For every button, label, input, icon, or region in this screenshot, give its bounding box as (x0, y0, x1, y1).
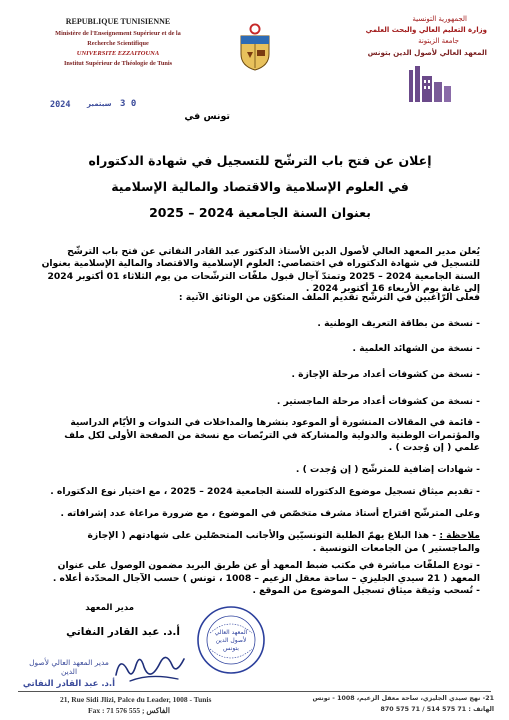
fr-institute: Institut Supérieur de Théologie de Tunis (63, 60, 173, 67)
submission-item: - تُسحب وثيقة ميثاق تسجيل الموضوع من الموقع . (252, 585, 480, 596)
coat-of-arms (237, 22, 273, 72)
stamp-month: سبتمبر (87, 100, 112, 108)
supervisor-note: وعلى المترشّح اقتراح أستاذ مشرف متخصّص في الموضوع ، مع ضرورة مراعاة عدد إشرافاته . (60, 508, 480, 519)
doc-item: - تقديم ميثاق تسجيل موضوع الدكتوراه للسنة الجامعية 2024 – 2025 ، مع اختيار نوع الدكتوراه . (50, 486, 480, 497)
ar-university: جامعة الزيتونة (418, 37, 459, 45)
title-line-1: إعلان عن فتح باب الترشّح للتسجيل في شهادة الدكتوراه (88, 153, 432, 168)
doc-item: - نسخة من كشوفات أعداد مرحلة الإجازة . (291, 369, 480, 380)
handwritten-signature (110, 645, 188, 690)
title-line-3: بعنوان السنة الجامعية 2024 – 2025 (149, 205, 371, 220)
announcement-title (60, 148, 460, 226)
official-seal (196, 605, 266, 675)
fr-ministry-1: Ministère de l'Enseignement Supérieur et de la (55, 30, 181, 37)
ar-institute: المعهد العالي لأصول الدين بتونس (367, 48, 487, 57)
fr-ministry-2: Recherche Scientifique (87, 40, 149, 47)
date-city: تونس في (184, 111, 230, 122)
note (40, 530, 480, 555)
director-stamp (14, 658, 124, 688)
fr-university: UNIVERSITE EZZAITOUNA (76, 50, 160, 57)
doc-item: - نسخة من الشهائد العلمية . (352, 343, 480, 354)
signature-role: مدير المعهد (85, 603, 134, 613)
header-fr (38, 17, 198, 69)
stamp-name: أ.د. عبد القادر النفاتي (22, 679, 116, 689)
footer-fr-phone: Fax : 71 576 555 ; الفاكس (88, 706, 170, 715)
fr-republic: REPUBLIQUE TUNISIENNE (65, 17, 171, 26)
stamp-role: مدير المعهد العالي لأصول الدين (29, 658, 109, 676)
title-line-2: في العلوم الإسلامية والاقتصاد والمالية الإسلامية (111, 179, 409, 194)
stamp-day: 3 0 (120, 99, 137, 109)
ar-republic: الجمهورية التونسية (412, 15, 467, 23)
note-text: - هذا البلاغ يهمّ الطلبة التونسيّين والأجانب المتحصّلين على شهادتهم ( الإجازة والماجستير ) من الجامعات التونسية . (87, 530, 480, 554)
institute-logo (407, 66, 453, 102)
header-ar (317, 14, 487, 58)
doc-item: - قائمة في المقالات المنشورة أو الموعود بنشرها والمداخلات في الندوات و الأيّام الدراسية والمؤتمرات الوطنية والدولية والمشاركة في التربّصات مع نسخة من الصفحة الأولى لكل ملف علمي ( إن وُجدت ) . (64, 417, 480, 453)
footer-ar-phone: الهاتف : 71 575 514 / 71 575 870 (380, 706, 494, 713)
doc-item: - نسخة من بطاقة التعريف الوطنية . (317, 318, 480, 329)
note-label: ملاحظة : (439, 530, 480, 541)
doc-item: - نسخة من كشوفات أعداد مرحلة الماجستير . (276, 396, 480, 407)
footer-fr-address: 21, Rue Sidi Jlizi, Palce du Leader, 1008 - Tunis (60, 695, 212, 704)
footer-rule (18, 691, 491, 692)
doc-item: - شهادات إضافية للمترشّح ( إن وُجدت ) . (295, 464, 480, 475)
docs-intro: فعلى الرّاغبين في الترشّح تقديم الملف المتكوّن من الوثائق الآتية : (178, 292, 480, 303)
footer-ar-address: 21- نهج سيدي الجليزي، ساحة معقل الزعيم، 1008 - تونس (312, 695, 494, 702)
submission-item: - تودع الملفّات مباشرة في مكتب ضبط المعهد أو عن طريق البريد مضمون الوصول على عنوان المعهد ( 21 سيدي الجليزي – ساحة معقل الزعيم – 1008 ، تونس ) حسب الآجال المحدّدة أعلاه . (52, 560, 480, 584)
intro-paragraph: يُعلن مدير المعهد العالي لأصول الدين الأستاذ الدكتور عبد القادر النفاتي عن فتح باب الترشّح للتسجيل في شهادة الدكتوراه في اختصاصي: العلوم الإسلامية والاقتصاد والمالية الإسلامية بعنوان السنة الجامعية 2024 – 2025 وتمتدّ آجال قبول ملفّات الترشّحات من يوم الثلاثاء 01 أكتوبر 2024 إلى غاية يوم الأربعاء 16 أكتوبر 2024 . (41, 246, 480, 295)
stamp-year: 2024 (50, 100, 71, 110)
signature-name: أ.د. عبد القادر النفاتي (66, 626, 180, 638)
ar-ministry: وزارة التعليم العالي والبحث العلمي (365, 26, 487, 34)
seal-text: المعهد العالي لأصول الدين بتونس (214, 629, 248, 652)
